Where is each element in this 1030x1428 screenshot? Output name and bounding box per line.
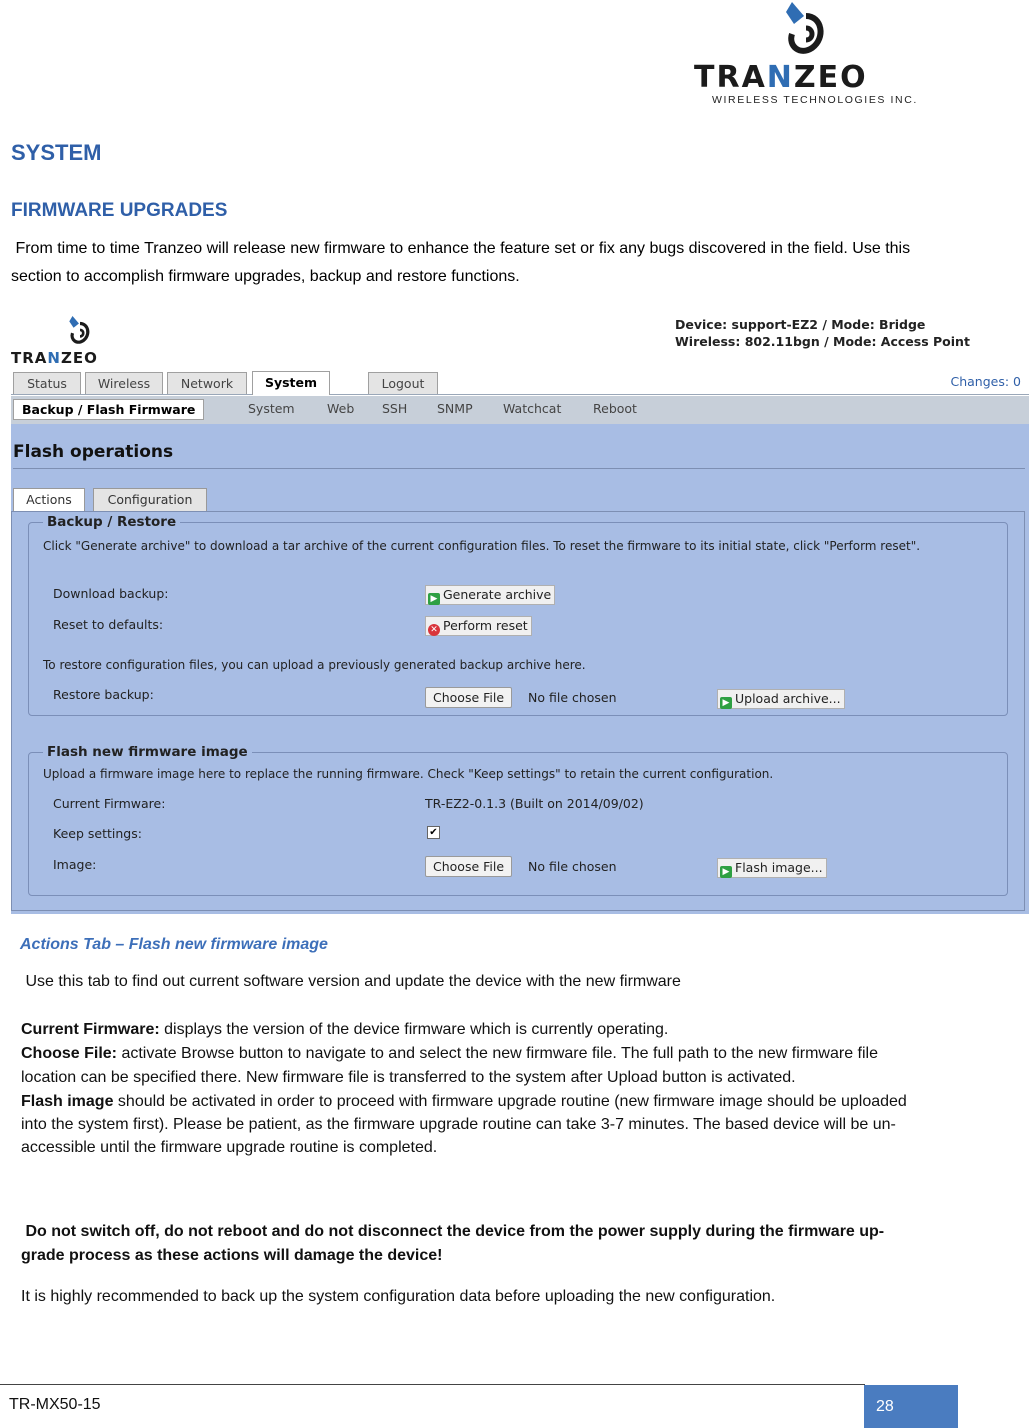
subsection-title: FIRMWARE UPGRADES	[11, 200, 228, 221]
tab-actions[interactable]: Actions	[13, 488, 85, 511]
subtab-watchcat[interactable]: Watchcat	[503, 401, 562, 416]
tranzeo-swirl-arrow-icon	[65, 316, 95, 346]
perform-reset-button[interactable]: ✕ Perform reset	[425, 616, 532, 636]
wireless-line: Wireless: 802.11bgn / Mode: Access Point	[675, 334, 970, 349]
restore-description: To restore configuration files, you can upload a previously generated backup archive here.	[43, 658, 586, 672]
subtab-snmp[interactable]: SNMP	[437, 401, 473, 416]
image-no-file-text: No file chosen	[528, 859, 617, 874]
recommendation-text: It is highly recommended to back up the system configuration data before uploading the new configuration.	[21, 1288, 776, 1305]
definitions	[21, 1018, 921, 1159]
restore-backup-label: Restore backup:	[53, 687, 154, 702]
keep-settings-label: Keep settings:	[53, 826, 142, 841]
subtab-ssh[interactable]: SSH	[382, 401, 408, 416]
tab-configuration[interactable]: Configuration	[93, 488, 207, 511]
subtab-system[interactable]: System	[248, 401, 295, 416]
warning-text: Do not switch off, do not reboot and do not disconnect the device from the power supply during the firmware up- grade process as these actions will damage the device!	[21, 1223, 885, 1264]
tab-logout[interactable]: Logout	[368, 372, 438, 394]
play-icon: ▶	[428, 593, 440, 605]
screenshot-logo	[11, 316, 171, 368]
logo-tagline: WIRELESS TECHNOLOGIES INC.	[712, 94, 918, 106]
tranzeo-swirl-arrow-icon	[780, 2, 832, 58]
image-choose-file-button[interactable]: Choose File	[425, 856, 512, 877]
flash-firmware-fieldset	[28, 744, 1008, 896]
def-current-firmware: Current Firmware: displays the version of the device firmware which is currently operating.	[21, 1021, 669, 1038]
device-line: Device: support-EZ2 / Mode: Bridge	[675, 317, 926, 332]
tab-status[interactable]: Status	[13, 372, 81, 394]
figure-caption: Actions Tab – Flash new firmware image	[20, 936, 328, 953]
backup-description: Click "Generate archive" to download a tar archive of the current configuration files. To reset the firmware to its initial state, click "Perform reset".	[43, 539, 921, 553]
changes-link[interactable]: Changes: 0	[950, 374, 1021, 389]
subtab-backup-flash[interactable]: Backup / Flash Firmware	[13, 399, 204, 420]
flash-image-button[interactable]: ▶ Flash image...	[717, 858, 827, 878]
sub-tabs	[11, 396, 1029, 424]
router-ui-screenshot	[11, 308, 1029, 914]
def-choose-file: Choose File: activate Browse button to navigate to and select the new firmware file. The full path to the new firmware file location can be specified there. New firmware file is transferred to the system after Upload button is activated.	[21, 1045, 878, 1086]
upload-archive-button[interactable]: ▶ Upload archive...	[717, 689, 845, 709]
panel-title: Flash operations	[13, 442, 174, 462]
flash-operations-panel	[11, 424, 1029, 914]
download-backup-label: Download backup:	[53, 586, 169, 601]
tab-system[interactable]: System	[252, 371, 330, 395]
screenshot-logo-wordmark: TRANZEO	[11, 349, 98, 367]
footer-divider	[0, 1384, 865, 1385]
tranzeo-logo	[690, 0, 950, 110]
logo-wordmark: TRANZEO	[694, 60, 868, 95]
image-label: Image:	[53, 857, 97, 872]
page-number: 28	[864, 1385, 958, 1428]
document-id: TR-MX50-15	[9, 1396, 101, 1413]
restore-choose-file-button[interactable]: Choose File	[425, 687, 512, 708]
reset-defaults-label: Reset to defaults:	[53, 617, 164, 632]
current-firmware-value: TR-EZ2-0.1.3 (Built on 2014/09/02)	[425, 796, 644, 811]
section-title: SYSTEM	[11, 140, 102, 165]
reset-x-icon: ✕	[428, 624, 440, 636]
subtab-reboot[interactable]: Reboot	[593, 401, 637, 416]
device-info	[675, 316, 1025, 350]
flash-firmware-legend: Flash new firmware image	[47, 744, 248, 760]
main-tabs	[11, 370, 1029, 395]
actions-content	[11, 511, 1025, 911]
flash-description: Upload a firmware image here to replace the running firmware. Check "Keep settings" to retain the current configuration.	[43, 767, 774, 781]
intro-paragraph: From time to time Tranzeo will release new firmware to enhance the feature set or fix any bugs discovered in the field. Use this section to accomplish firmware upgrades, backup and restore functions.	[11, 240, 911, 285]
subtab-web[interactable]: Web	[327, 401, 355, 416]
tab-wireless[interactable]: Wireless	[85, 372, 163, 394]
keep-settings-checkbox[interactable]: ✔	[427, 826, 440, 839]
play-icon: ▶	[720, 866, 732, 878]
def-flash-image: Flash image should be activated in order to proceed with firmware upgrade routine (new firmware image should be uploaded into the system first). Please be patient, as the firmware upgrade routine can take 3-7 minutes. The based device will be un-accessible until the firmware upgrade routine is completed.	[21, 1093, 907, 1156]
tab-description: Use this tab to find out current software version and update the device with the new firmware	[25, 973, 681, 990]
current-firmware-label: Current Firmware:	[53, 796, 166, 811]
restore-no-file-text: No file chosen	[528, 690, 617, 705]
panel-divider	[13, 468, 1025, 469]
play-icon: ▶	[720, 697, 732, 709]
generate-archive-button[interactable]: ▶ Generate archive	[425, 585, 555, 605]
backup-restore-legend: Backup / Restore	[47, 514, 177, 530]
backup-restore-fieldset	[28, 514, 1008, 716]
tab-network[interactable]: Network	[167, 372, 247, 394]
